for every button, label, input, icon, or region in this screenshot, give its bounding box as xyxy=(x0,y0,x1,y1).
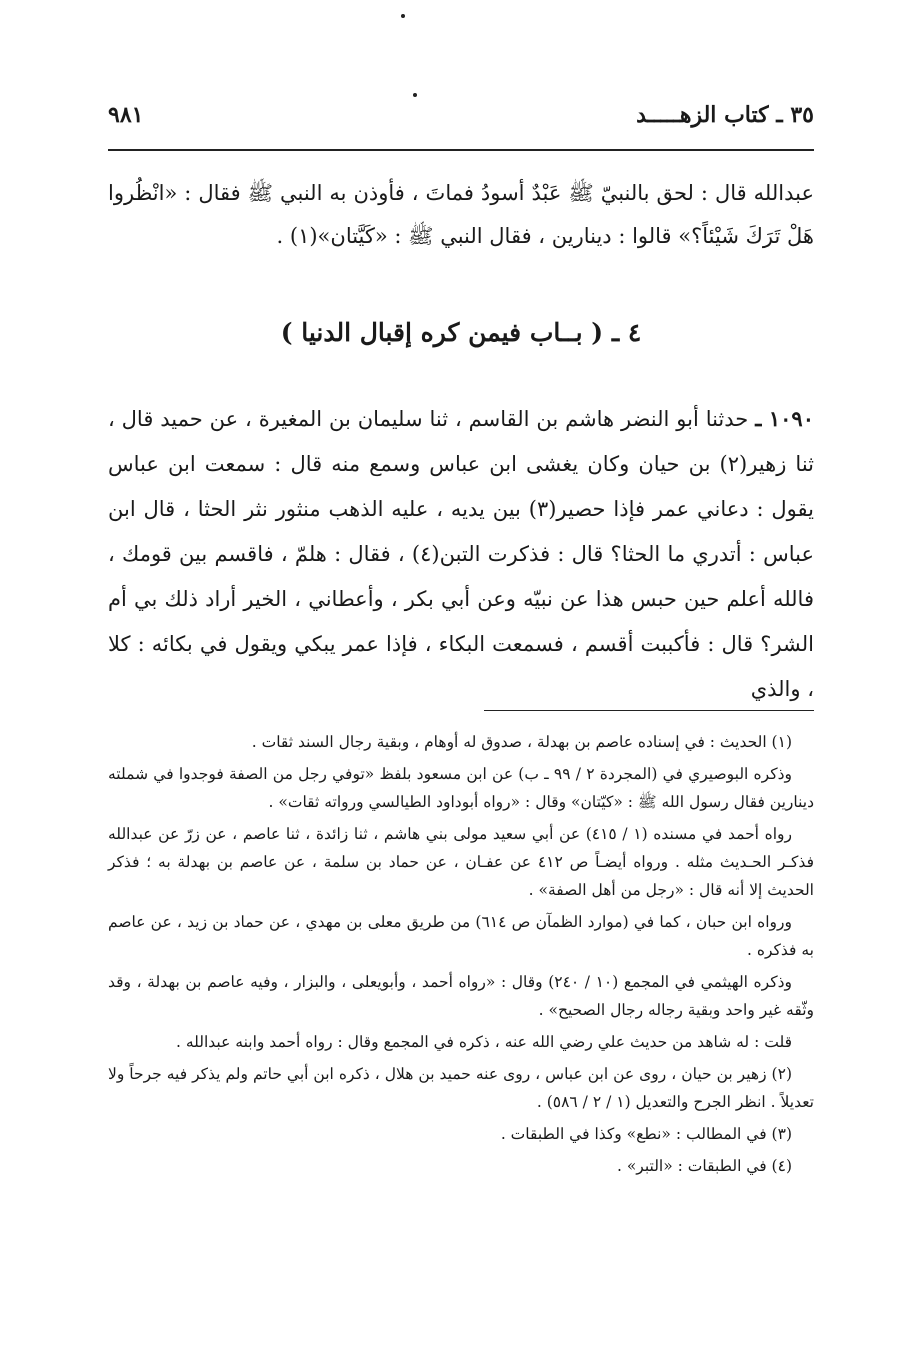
intro-paragraph-block xyxy=(108,172,814,258)
header-divider xyxy=(108,149,814,151)
footnote-1-busiri: وذكره البوصيري في (المجردة ٢ / ٩٩ ـ ب) عن ابن مسعود بلفظ «توفي رجل من الصفة فوجدوا في شملته دينارين فقال رسول الله ﷺ : «كيّتان» وقال : «رواه أبوداود الطيالسي ورواته ثقات» . xyxy=(108,765,814,811)
footnote-divider xyxy=(484,710,814,711)
page-number: ٩٨١ xyxy=(108,102,144,128)
footnote-3: (٣) في المطالب : «نطع» وكذا في الطبقات . xyxy=(500,1125,792,1143)
hadith-block xyxy=(108,396,814,712)
footnote-4: (٤) في الطبقات : «التبر» . xyxy=(616,1157,792,1175)
footnote-1-ibn-hibban: ورواه ابن حبان ، كما في (موارد الظمآن ص ٦١٤) من طريق معلى بن مهدي ، عن حماد بن زيد ، عن عاصم به فذكره . xyxy=(108,913,814,959)
hadith-text: حدثنا أبو النضر هاشم بن القاسم ، ثنا سليمان بن المغيرة ، عن حميد قال ، ثنا زهير(٢) بن حيان وكان يغشى ابن عباس وسمع منه قال : سمعت ابن عباس يقول : دعاني عمر فإذا حصير(٣) بين يديه ، عليه الذهب منثور نثر الحثا ، قال ابن عباس : أتدري ما الحثا؟ قال : فذكرت التبن(٤) ، فقال : هلمّ ، فاقسم بين قومك ، فالله أعلم حين حبس هذا عن نبيّه وعن أبي بكر ، وأعطاني ، الخير أراد ذلك بي أم الشر؟ قال : فأكببت أقسم ، فسمعت البكاء ، فإذا عمر يبكي ويقول في بكائه : كلا ، والذي xyxy=(108,407,815,701)
footnote-2: (٢) زهير بن حيان ، روى عن ابن عباس ، روى عنه حميد بن هلال ، ذكره ابن أبي حاتم ولم يذكر فيه جرحاً ولا تعديلاً . انظر الجرح والتعديل (١ / ٢ / ٥٨٦) . xyxy=(108,1065,814,1111)
footnotes xyxy=(108,728,814,1184)
hadith-number: ١٠٩٠ ـ xyxy=(755,406,814,431)
chapter-title: ٣٥ ـ كتاب الزهـــــد xyxy=(636,102,814,128)
intro-paragraph: عبدالله قال : لحق بالنبيّ ﷺ عَبْدٌ أسودُ فماتَ ، فأوذن به النبي ﷺ فقال : «انْظُروا هَلْ تَرَكَ شَيْئاً؟» قالوا : دينارين ، فقال النبي ﷺ : «كَيَّتان»(١) . xyxy=(108,181,814,248)
footnote-1: (١) الحديث : في إسناده عاصم بن بهدلة ، صدوق له أوهام ، وبقية رجال السند ثقات . xyxy=(251,733,792,751)
scan-speck-header xyxy=(413,93,417,97)
page-header xyxy=(108,98,814,134)
footnote-1-shahid: قلت : له شاهد من حديث علي رضي الله عنه ، ذكره في المجمع وقال : رواه أحمد وابنه عبدالله . xyxy=(175,1033,792,1051)
footnote-1-haythami: وذكره الهيثمي في المجمع (١٠ / ٢٤٠) وقال : «رواه أحمد ، وأبويعلى ، والبزار ، وفيه عاصم بن بهدلة ، وقد وثّقه غير واحد وبقية رجاله رجال الصحيح» . xyxy=(108,973,814,1019)
hadith-paragraph xyxy=(108,396,814,712)
scan-speck-top xyxy=(401,14,405,18)
section-heading: ٤ ـ ( بــاب فيمن كره إقبال الدنيا ) xyxy=(280,318,642,347)
footnote-1-ahmad: رواه أحمد في مسنده (١ / ٤١٥) عن أبي سعيد مولى بني هاشم ، ثنا زائدة ، ثنا عاصم ، عن زرّ عن عبدالله فذكـر الحـديث مثله . ورواه أيضـاً ص ٤١٢ عن عفـان ، عن حماد بن سلمة ، عن عاصم بن بهدلة به ؛ فذكر الحديث إلا أنه قال : «رجل من أهل الصفة» . xyxy=(108,825,814,899)
